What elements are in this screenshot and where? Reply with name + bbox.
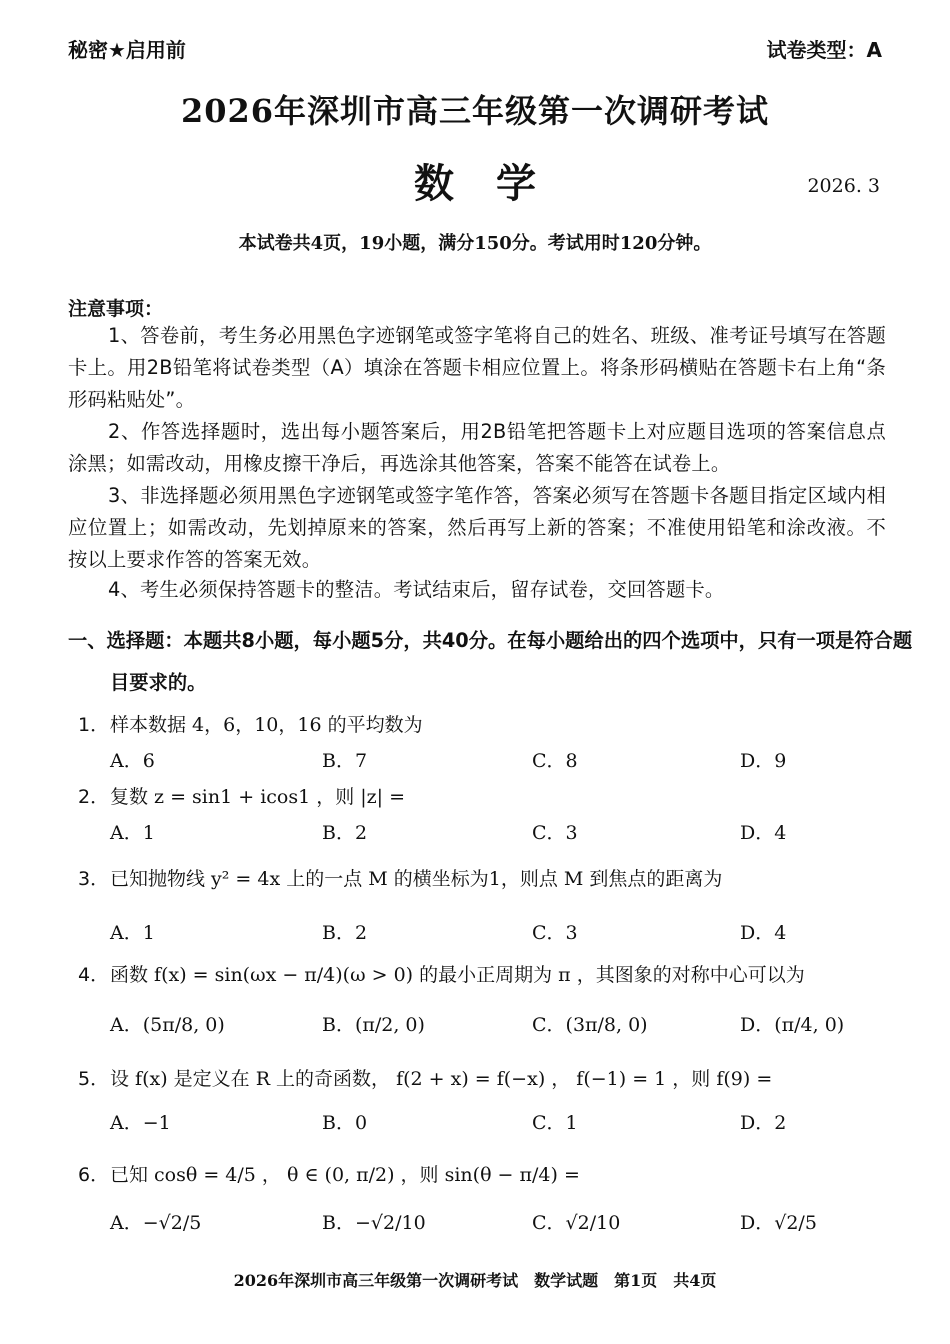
question-1-option-a: A．6: [110, 750, 155, 772]
exam-date: 2026. 3: [807, 175, 880, 197]
page-footer: 2026年深圳市高三年级第一次调研考试 数学试题 第1页 共4页: [233, 1271, 717, 1290]
question-6-text: 已知 cosθ = 4/5 ， θ ∈ (0, π/2) ，则 sin(θ − π/4) =: [110, 1164, 580, 1186]
note-item-2: 2、作答选择题时，选出每小题答案后，用2B铅笔把答题卡上对应题目选项的答案信息点涂黑；如需改动，用橡皮擦干净后，再选涂其他答案，答案不能答在试卷上。: [68, 420, 886, 475]
question-3-option-c: C．3: [532, 922, 578, 944]
note-item-4: 4、考生必须保持答题卡的整洁。考试结束后，留存试卷，交回答题卡。: [108, 578, 725, 601]
question-2-option-d: D．4: [740, 822, 787, 844]
question-2-option-a: A．1: [110, 822, 155, 844]
question-3-option-d: D．4: [740, 922, 787, 944]
question-5-number: 5．: [78, 1068, 110, 1090]
question-1-option-d: D．9: [740, 750, 787, 772]
question-4-number: 4．: [78, 964, 110, 986]
question-1-text: 样本数据 4，6，10，16 的平均数为: [110, 714, 423, 736]
question-5-option-a: A．−1: [110, 1112, 171, 1134]
question-6-number: 6．: [78, 1164, 110, 1186]
note-item-3: 3、非选择题必须用黑色字迹钢笔或签字笔作答，答案必须写在答题卡各题目指定区域内相应位置上；如需改动，先划掉原来的答案，然后再写上新的答案；不准使用铅笔和涂改液。不按以上要求作答的答案无效。: [68, 484, 886, 571]
notes-heading: 注意事项：: [68, 298, 164, 320]
question-3-option-a: A．1: [110, 922, 155, 944]
question-2-option-b: B．2: [322, 822, 368, 844]
question-6-option-a: A．−√2/5: [110, 1212, 202, 1234]
question-2-text: 复数 z = sin1 + icos1 ，则 |z| =: [110, 786, 406, 808]
question-6-option-c: C．√2/10: [532, 1212, 621, 1234]
secret-label: 秘密★启用前: [68, 38, 186, 62]
question-6-option-b: B．−√2/10: [322, 1212, 426, 1234]
question-5-option-b: B．0: [322, 1112, 368, 1134]
question-3-option-b: B．2: [322, 922, 368, 944]
question-4-option-d: D．(π/4, 0): [740, 1014, 845, 1036]
question-3-text: 已知抛物线 y² = 4x 上的一点 M 的横坐标为1，则点 M 到焦点的距离为: [110, 868, 723, 890]
section-1-heading: 一、选择题：本题共8小题，每小题5分，共40分。在每小题给出的四个选项中，只有一项是符合题目要求的。: [68, 629, 913, 694]
exam-info: 本试卷共4页，19小题，满分150分。考试用时120分钟。: [238, 233, 712, 254]
question-6-option-d: D．√2/5: [740, 1212, 817, 1234]
question-2-number: 2．: [78, 786, 110, 808]
question-4-option-c: C．(3π/8, 0): [532, 1014, 648, 1036]
question-4-option-b: B．(π/2, 0): [322, 1014, 425, 1036]
question-1-option-b: B．7: [322, 750, 368, 772]
question-5-option-d: D．2: [740, 1112, 787, 1134]
question-4-option-a: A．(5π/8, 0): [110, 1014, 225, 1036]
subject-title: 数学: [414, 161, 578, 207]
question-5-option-c: C．1: [532, 1112, 578, 1134]
question-4-text: 函数 f(x) = sin(ωx − π/4)(ω > 0) 的最小正周期为 π ，其图象的对称中心可以为: [110, 964, 805, 986]
note-item-1: 1、答卷前，考生务必用黑色字迹钢笔或签字笔将自己的姓名、班级、准考证号填写在答题卡上。用2B铅笔将试卷类型（A）填涂在答题卡相应位置上。将条形码横贴在答题卡右上角“条形码粘贴处”。: [68, 324, 886, 411]
question-2-option-c: C．3: [532, 822, 578, 844]
question-5-text: 设 f(x) 是定义在 R 上的奇函数， f(2 + x) = f(−x) ， f(−1) = 1 ，则 f(9) =: [110, 1068, 773, 1090]
paper-type: 试卷类型：A: [766, 38, 882, 62]
question-1-option-c: C．8: [532, 750, 578, 772]
question-3-number: 3．: [78, 868, 110, 890]
exam-title: 2026年深圳市高三年级第一次调研考试: [180, 92, 770, 130]
question-1-number: 1．: [78, 714, 110, 736]
